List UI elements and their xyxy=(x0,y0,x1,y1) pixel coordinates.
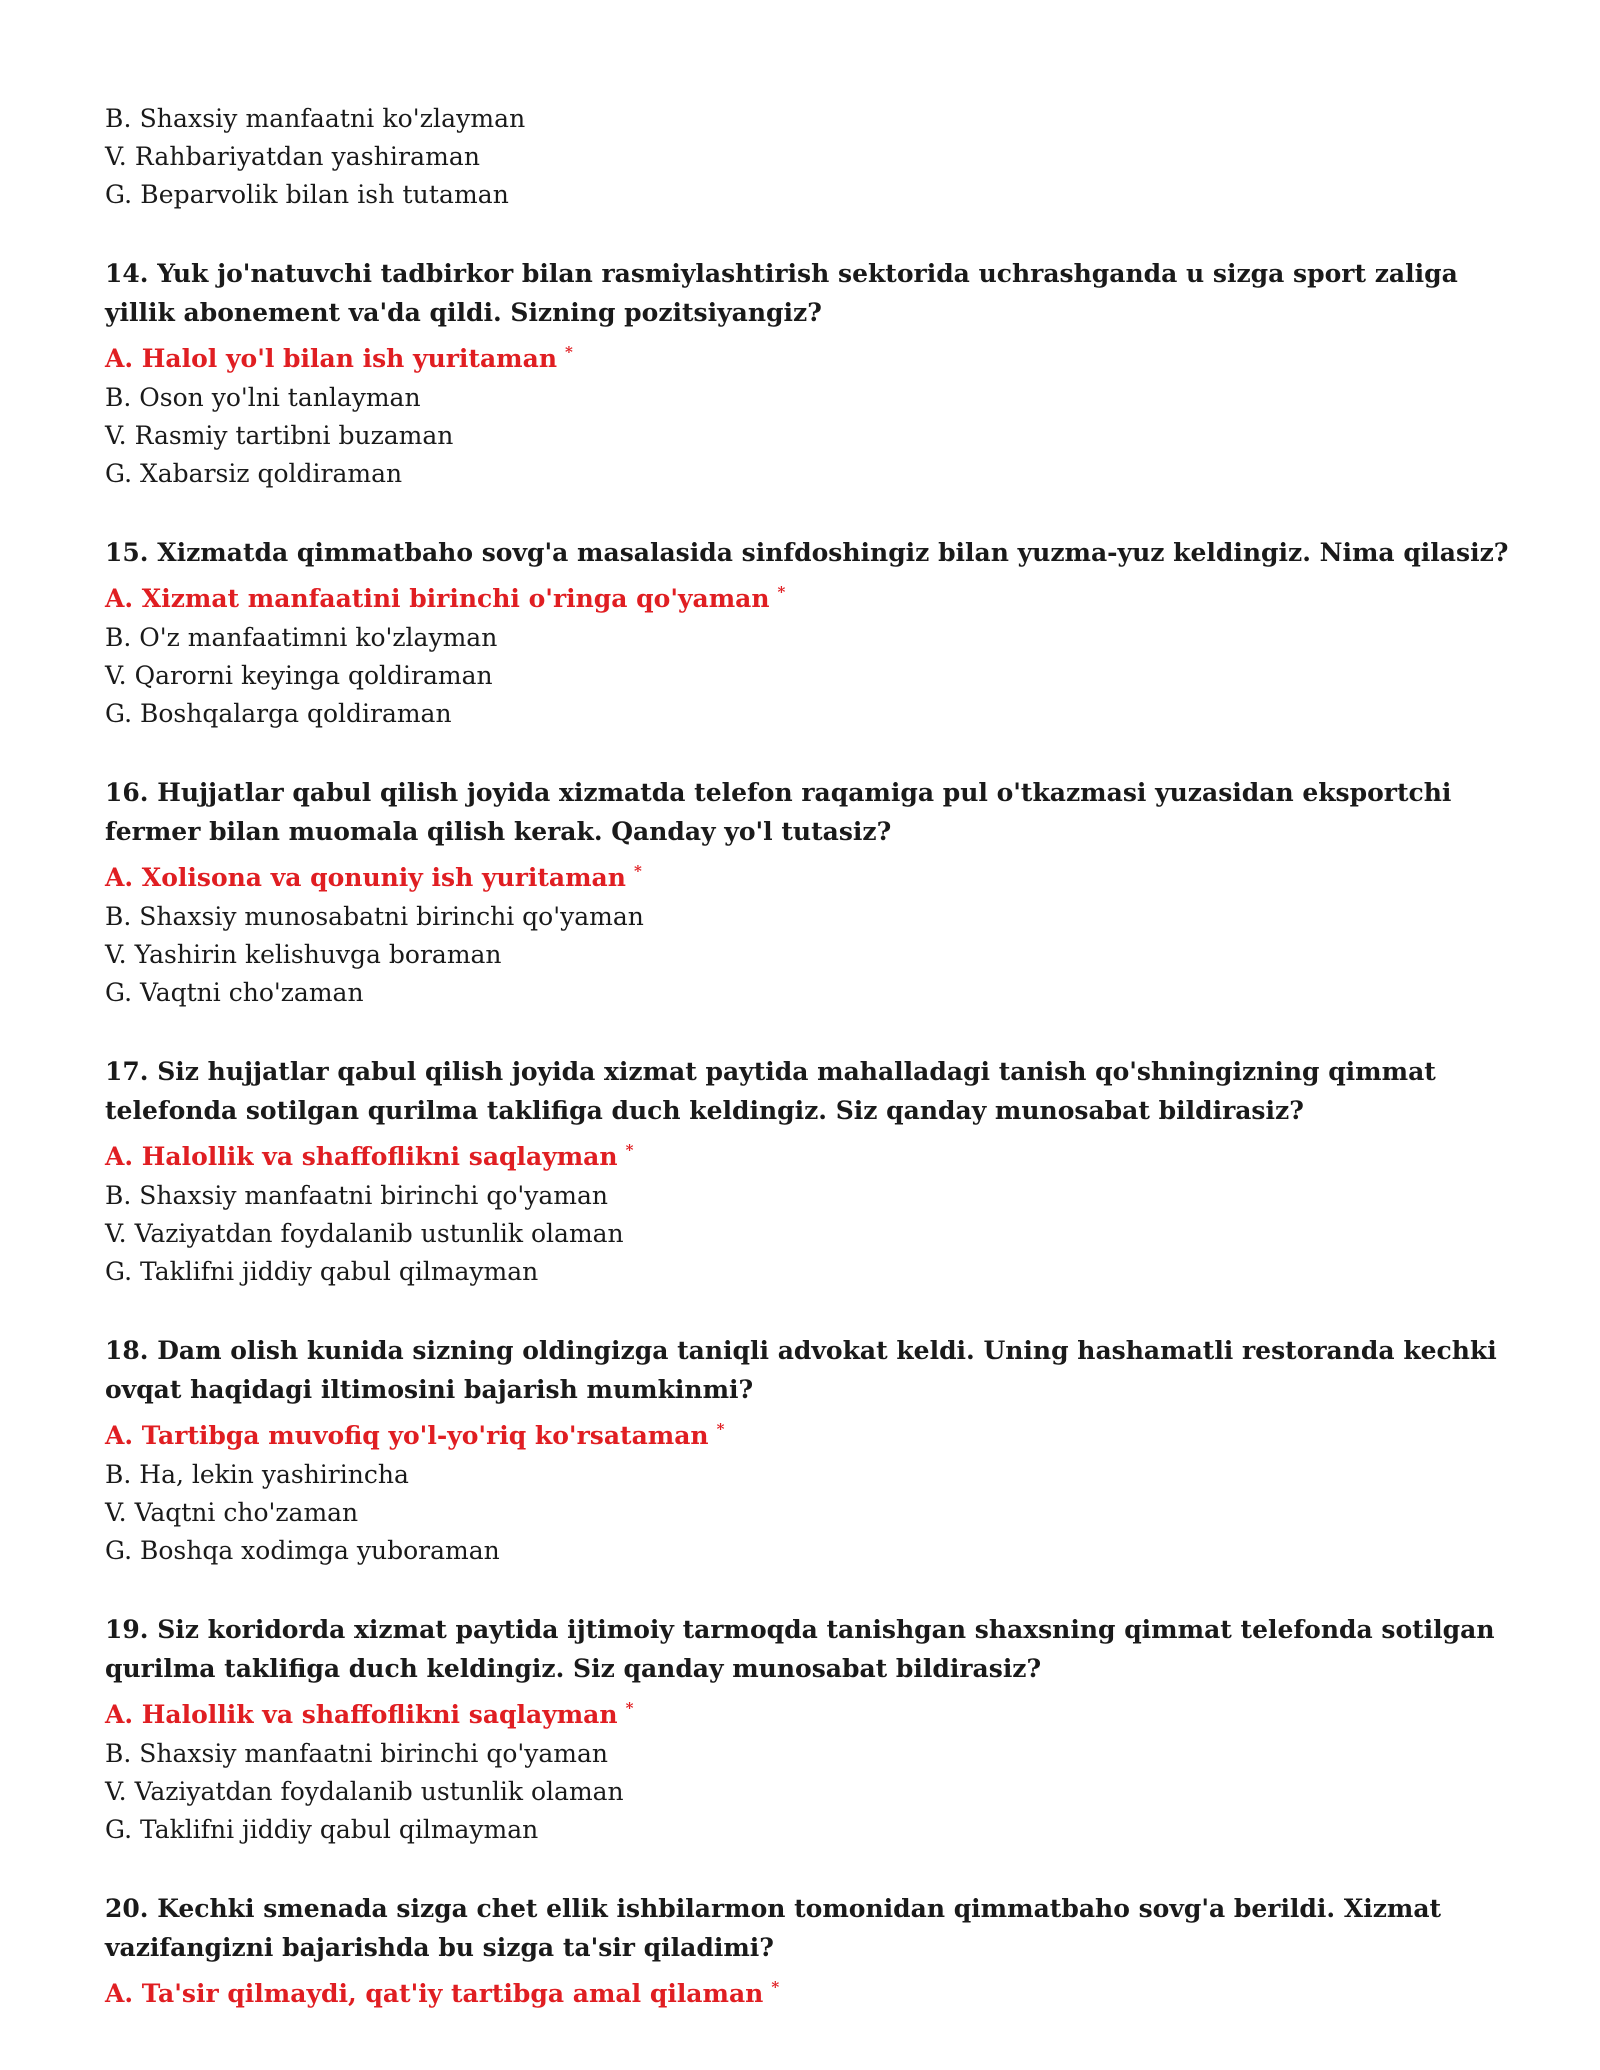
question-text: 15. Xizmatda qimmatbaho sovg'a masalasida sinfdoshingiz bilan yuzma-yuz keldingiz. Nima qilasiz? xyxy=(105,538,1509,567)
asterisk-icon: * xyxy=(716,1420,725,1438)
correct-answer xyxy=(105,1130,1525,1177)
correct-answer-label: A. Halollik va shaffoflikni saqlayman xyxy=(105,1142,618,1171)
asterisk-icon: * xyxy=(633,862,642,880)
question-text: 16. Hujjatlar qabul qilish joyida xizmatda telefon raqamiga pul o'tkazmasi yuzasidan eksportchi fermer bilan muomala qilish kerak. Qanday yo'l tutasiz? xyxy=(105,778,1452,846)
option-item: B. Ha, lekin yashirincha xyxy=(105,1460,409,1489)
question-text: 18. Dam olish kunida sizning oldingizga taniqli advokat keldi. Uning hashamatli restoranda kechki ovqat haqidagi iltimosini bajarish mumkinmi? xyxy=(105,1336,1497,1404)
correct-answer-label: A. Tartibga muvofiq yo'l-yo'riq ko'rsataman xyxy=(105,1421,709,1450)
question-block-18 xyxy=(105,1331,1525,1570)
correct-answer-label: A. Xizmat manfaatini birinchi o'ringa qo'yaman xyxy=(105,584,770,613)
option-item: G. Taklifni jiddiy qabul qilmayman xyxy=(105,1815,539,1844)
question-block-15 xyxy=(105,533,1525,733)
question-text: 20. Kechki smenada sizga chet ellik ishbilarmon tomonidan qimmatbaho sovg'a berildi. Xizmat vazifangizni bajarishda bu sizga ta'sir qiladimi? xyxy=(105,1894,1442,1962)
lead-options xyxy=(105,100,1525,214)
correct-answer xyxy=(105,1688,1525,1735)
option-item: G. Xabarsiz qoldiraman xyxy=(105,459,403,488)
question-block-16 xyxy=(105,773,1525,1012)
correct-answer-label: A. Halol yo'l bilan ish yuritaman xyxy=(105,344,558,373)
option-item: V. Rahbariyatdan yashiraman xyxy=(105,142,481,171)
option-item: B. Shaxsiy manfaatni birinchi qo'yaman xyxy=(105,1739,609,1768)
asterisk-icon: * xyxy=(777,583,786,601)
correct-answer xyxy=(105,572,1525,619)
option-item: V. Yashirin kelishuvga boraman xyxy=(105,940,502,969)
asterisk-icon: * xyxy=(771,1978,780,1996)
option-item: B. Shaxsiy manfaatni birinchi qo'yaman xyxy=(105,1181,609,1210)
option-item: G. Boshqalarga qoldiraman xyxy=(105,699,452,728)
correct-answer-label: A. Halollik va shaffoflikni saqlayman xyxy=(105,1700,618,1729)
option-item: V. Qarorni keyinga qoldiraman xyxy=(105,661,493,690)
asterisk-icon: * xyxy=(625,1699,634,1717)
option-item: G. Boshqa xodimga yuboraman xyxy=(105,1536,500,1565)
correct-answer-label: A. Xolisona va qonuniy ish yuritaman xyxy=(105,863,626,892)
correct-answer xyxy=(105,1409,1525,1456)
correct-answer xyxy=(105,1967,1525,2014)
option-item: B. Shaxsiy manfaatni ko'zlayman xyxy=(105,104,526,133)
question-block-19 xyxy=(105,1610,1525,1849)
option-item: V. Vaziyatdan foydalanib ustunlik olaman xyxy=(105,1777,624,1806)
question-text: 14. Yuk jo'natuvchi tadbirkor bilan rasmiylashtirish sektorida uchrashganda u sizga sport zaliga yillik abonement va'da qildi. Sizning pozitsiyangiz? xyxy=(105,259,1458,327)
correct-answer xyxy=(105,851,1525,898)
option-item: B. Oson yo'lni tanlayman xyxy=(105,383,421,412)
question-text: 19. Siz koridorda xizmat paytida ijtimoiy tarmoqda tanishgan shaxsning qimmat telefonda sotilgan qurilma taklifiga duch keldingiz. Siz qanday munosabat bildirasiz? xyxy=(105,1615,1495,1683)
question-block-17 xyxy=(105,1052,1525,1291)
question-block-14 xyxy=(105,254,1525,493)
asterisk-icon: * xyxy=(625,1141,634,1159)
option-item: G. Taklifni jiddiy qabul qilmayman xyxy=(105,1257,539,1286)
question-text: 17. Siz hujjatlar qabul qilish joyida xizmat paytida mahalladagi tanish qo'shningizning qimmat telefonda sotilgan qurilma taklifiga duch keldingiz. Siz qanday munosabat bildirasiz? xyxy=(105,1057,1436,1125)
option-item: G. Vaqtni cho'zaman xyxy=(105,978,364,1007)
asterisk-icon: * xyxy=(565,343,573,361)
option-item: V. Vaziyatdan foydalanib ustunlik olaman xyxy=(105,1219,624,1248)
question-block-20 xyxy=(105,1889,1525,2014)
option-item: B. Shaxsiy munosabatni birinchi qo'yaman xyxy=(105,902,644,931)
option-item: V. Vaqtni cho'zaman xyxy=(105,1498,359,1527)
document-page xyxy=(105,100,1525,2014)
option-item: B. O'z manfaatimni ko'zlayman xyxy=(105,623,498,652)
option-item: G. Beparvolik bilan ish tutaman xyxy=(105,180,509,209)
correct-answer-label: A. Ta'sir qilmaydi, qat'iy tartibga amal qilaman xyxy=(105,1979,764,2008)
correct-answer xyxy=(105,332,1525,379)
option-item: V. Rasmiy tartibni buzaman xyxy=(105,421,454,450)
